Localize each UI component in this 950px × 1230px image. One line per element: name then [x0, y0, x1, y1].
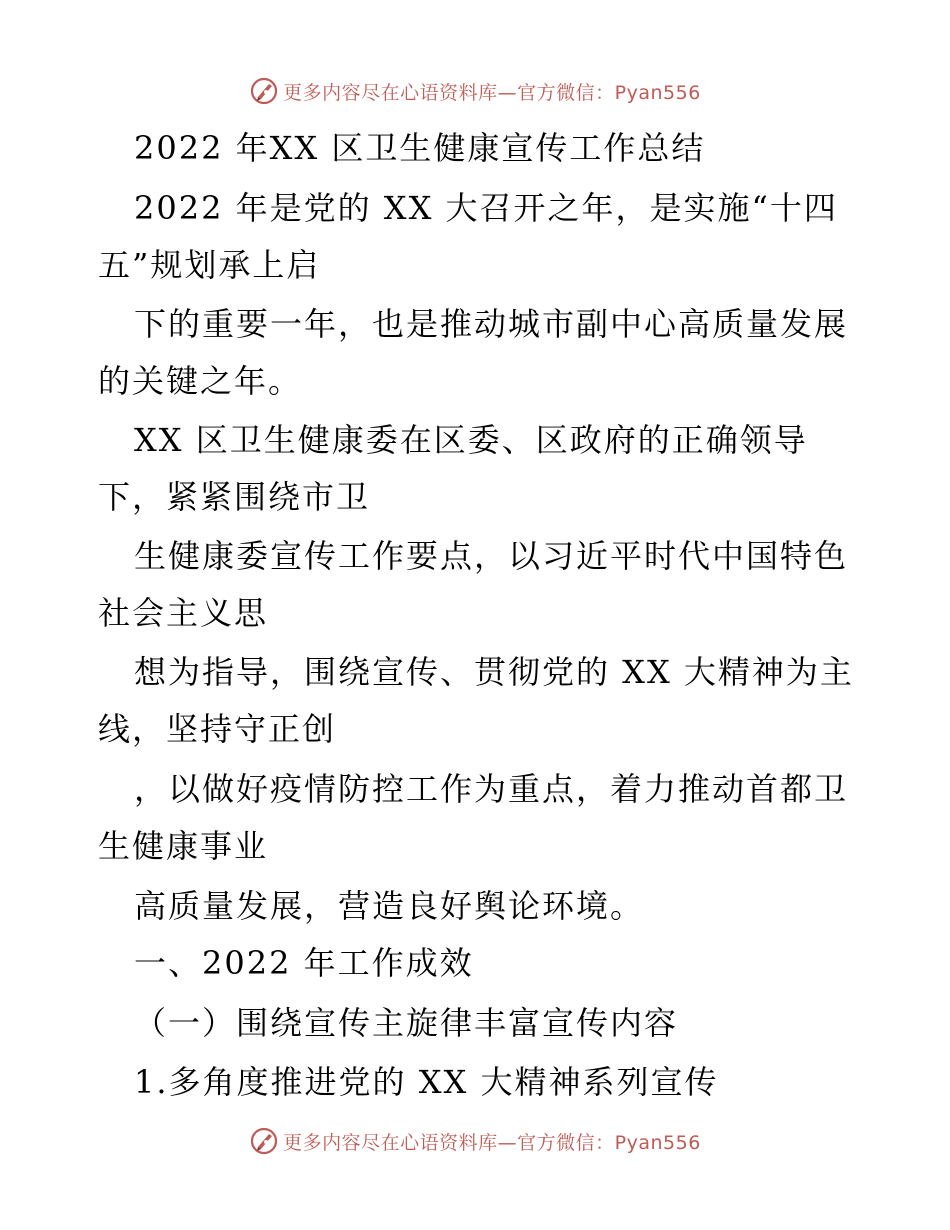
- paragraph-line: 生健康事业: [98, 827, 269, 865]
- watermark-text: 更多内容尽在心语资料库—官方微信：Pyan556: [283, 81, 701, 104]
- paragraph-line: 下的重要一年，也是推动城市副中心高质量发展: [134, 305, 849, 343]
- paragraph-line: 2022 年是党的 XX 大召开之年，是实施“十四: [134, 189, 838, 227]
- item-heading: 1.多角度推进党的 XX 大精神系列宣传: [134, 1063, 719, 1101]
- document-title: 2022 年XX 区卫生健康宣传工作总结: [134, 129, 706, 167]
- paragraph-line: 线，坚持守正创: [98, 710, 337, 748]
- watermark-footer: [0, 1121, 950, 1161]
- watermark-header: [0, 71, 950, 111]
- subsection-heading: （一）围绕宣传主旋律丰富宣传内容: [134, 1004, 679, 1042]
- paragraph-line: 社会主义思: [98, 594, 269, 632]
- watermark-text: 更多内容尽在心语资料库—官方微信：Pyan556: [283, 1131, 701, 1154]
- pen-circle-logo-icon: [249, 76, 279, 106]
- paragraph-line: 生健康委宣传工作要点，以习近平时代中国特色: [134, 537, 849, 575]
- paragraph-line: ，以做好疫情防控工作为重点，着力推动首都卫: [134, 770, 849, 808]
- pen-circle-logo-icon: [249, 1126, 279, 1156]
- paragraph-line: 五”规划承上启: [98, 246, 321, 284]
- paragraph-line: 想为指导，围绕宣传、贯彻党的 XX 大精神为主: [134, 653, 854, 691]
- paragraph-line: 的关键之年。: [98, 362, 303, 400]
- section-heading: 一、2022 年工作成效: [134, 944, 474, 982]
- paragraph-line: 高质量发展，营造良好舆论环境。: [134, 887, 645, 925]
- paragraph-line: XX 区卫生健康委在区委、区政府的正确领导: [134, 421, 808, 459]
- paragraph-line: 下，紧紧围绕市卫: [98, 478, 371, 516]
